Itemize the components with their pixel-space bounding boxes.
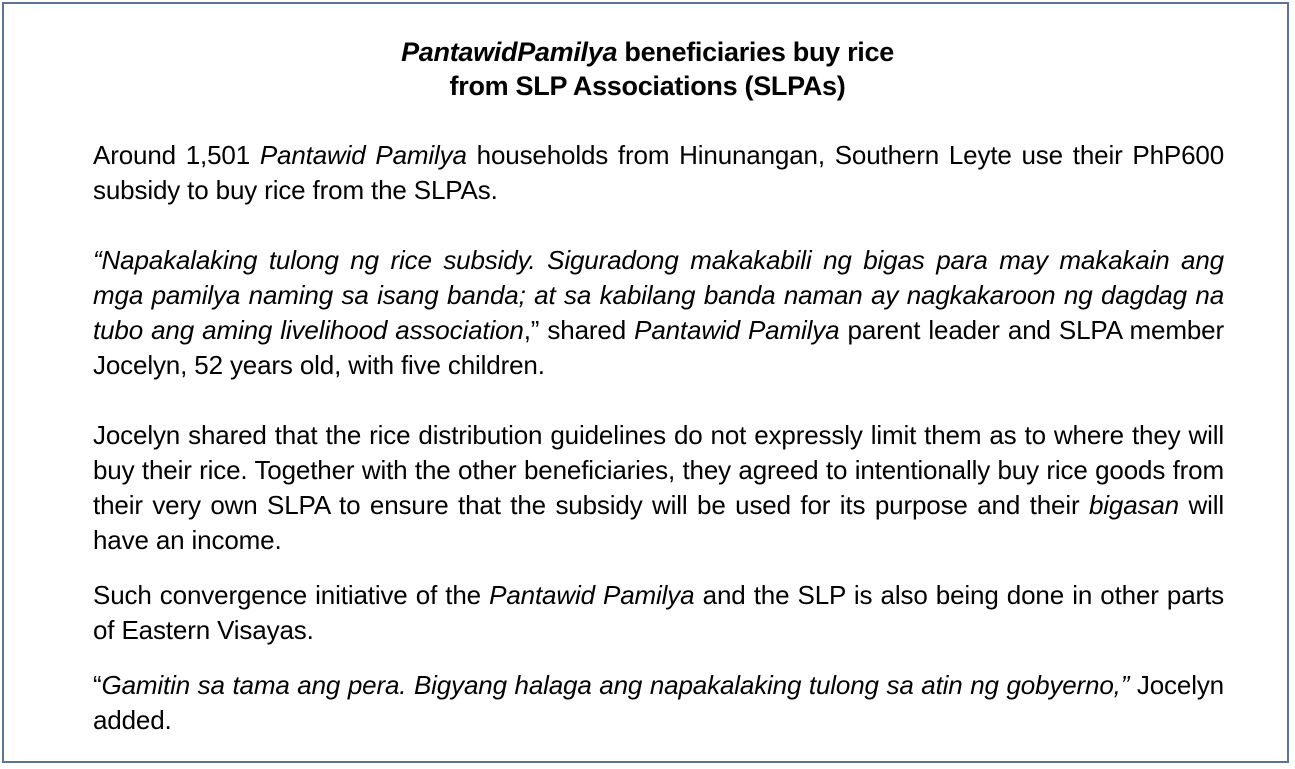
article-title: [0, 35, 1295, 103]
title-program-name: PantawidPamilya: [401, 37, 618, 67]
paragraph-5-quote-text: Gamitin sa tama ang pera. Bigyang halaga ang napakalaking tulong sa atin ng gobyerno,”: [101, 670, 1130, 700]
title-line-2: from SLP Associations (SLPAs): [449, 71, 846, 101]
paragraph-5-quote: [93, 668, 1224, 738]
paragraph-4-text-c: and the SLP is also being done in other parts of Eastern Visayas.: [93, 580, 1224, 645]
paragraph-1-text-c: households from Hinunangan, Southern Leyte use their PhP600 subsidy to buy rice from the SLPAs.: [93, 140, 1225, 205]
paragraph-3-bigasan: bigasan: [1088, 490, 1179, 520]
paragraph-4-program-name: Pantawid Pamilya: [489, 580, 695, 610]
paragraph-3: [93, 418, 1224, 558]
paragraph-5-text-c: Jocelyn added.: [93, 670, 1224, 735]
paragraph-1: [93, 138, 1224, 208]
title-line-1-rest: beneficiaries buy rice: [617, 37, 894, 67]
paragraph-5-open-quote: “: [93, 670, 102, 700]
paragraph-4-text-a: Such convergence initiative of the: [93, 580, 490, 610]
paragraph-2-quote: [93, 243, 1224, 383]
article-body: [93, 138, 1224, 738]
paragraph-4: [93, 578, 1224, 648]
paragraph-2-program-name: Pantawid Pamilya: [634, 315, 840, 345]
paragraph-2-text-d: parent leader and SLPA member Jocelyn, 52 years old, with five children.: [93, 315, 1224, 380]
paragraph-1-text-a: Around 1,501: [93, 140, 260, 170]
paragraph-2-quote-text: “Napakalaking tulong ng rice subsidy. Siguradong makakabili ng bigas para may makakain ang mga pamilya naming sa isang banda; at sa kabilang banda naman ay nagkakaroon ng dagdag na tubo ang aming livelihood association: [93, 245, 1224, 345]
paragraph-3-text-a: Jocelyn shared that the rice distribution guidelines do not expressly limit them as to where they will buy their rice. Together with the other beneficiaries, they agreed to intentionally buy rice goods from their very own SLPA to ensure that the subsidy will be used for its purpose and their: [93, 420, 1224, 520]
paragraph-3-text-c: will have an income.: [93, 490, 1224, 555]
paragraph-2-text-b: ,” shared: [523, 315, 635, 345]
title-line-1: [0, 35, 1295, 69]
paragraph-1-program-name: Pantawid Pamilya: [259, 140, 467, 170]
